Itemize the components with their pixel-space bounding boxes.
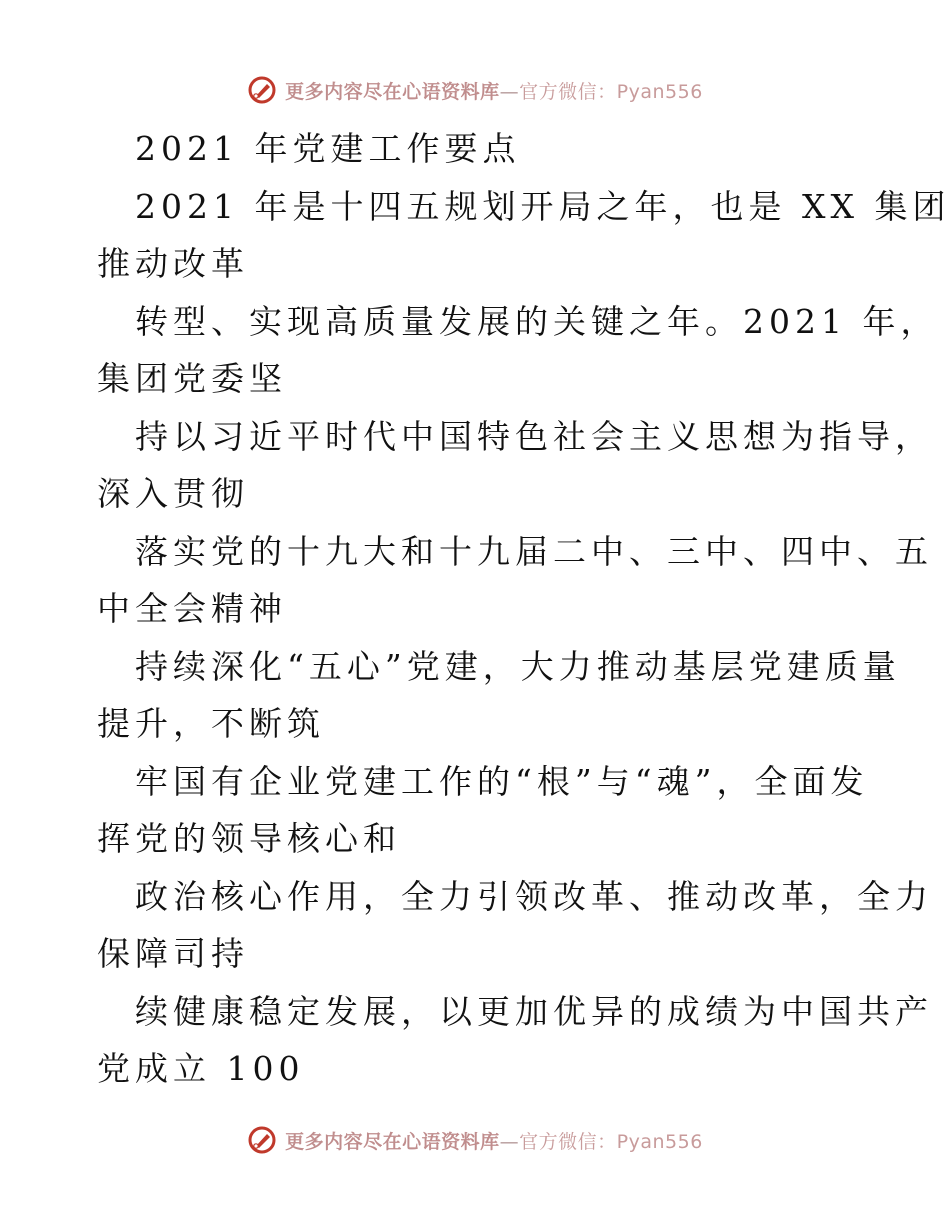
header-contact: 官方微信：Pyan556 (519, 80, 703, 103)
paragraph-line: 推动改革 (97, 244, 249, 283)
paragraph-line: 牢国有企业党建工作的“根”与“魂”，全面发 (135, 761, 869, 801)
paragraph-line: 挥党的领导核心和 (97, 819, 401, 858)
footer-contact: 官方微信：Pyan556 (519, 1130, 703, 1153)
paragraph-line: 中全会精神 (97, 589, 287, 628)
brush-pen-logo-icon (247, 1125, 277, 1155)
footer-banner-text (285, 1127, 703, 1154)
footer-separator: — (499, 1130, 520, 1153)
paragraph-line: 深入贯彻 (97, 474, 249, 513)
footer-brand: 更多内容尽在心语资料库 (285, 1130, 500, 1153)
paragraph-line: 持以习近平时代中国特色社会主义思想为指导， (135, 416, 933, 456)
paragraph-line: 党成立 100 (97, 1049, 305, 1088)
document-title: 2021 年党建工作要点 (135, 129, 521, 168)
document-body (97, 120, 950, 1098)
paragraph-line: 持续深化“五心”党建，大力推动基层党建质量 (135, 646, 901, 686)
paragraph-line: 保障司持 (97, 934, 249, 973)
paragraph-line: 转型、实现高质量发展的关键之年。2021 年， (135, 301, 939, 341)
paragraph-line: 集团党委坚 (97, 359, 287, 398)
paragraph-line: 续健康稳定发展，以更加优异的成绩为中国共产 (135, 991, 933, 1031)
paragraph-line: 落实党的十九大和十九届二中、三中、四中、五 (135, 531, 933, 571)
paragraph-line: 2021 年是十四五规划开局之年，也是 XX 集团 (135, 186, 950, 226)
header-brand: 更多内容尽在心语资料库 (285, 80, 500, 103)
header-separator: — (499, 80, 520, 103)
footer-banner (0, 1118, 950, 1162)
brush-pen-logo-icon (247, 75, 277, 105)
paragraph-line: 政治核心作用，全力引领改革、推动改革，全力 (135, 876, 933, 916)
paragraph-line: 提升，不断筑 (97, 704, 325, 743)
header-banner-text (285, 77, 703, 104)
header-banner (0, 68, 950, 112)
